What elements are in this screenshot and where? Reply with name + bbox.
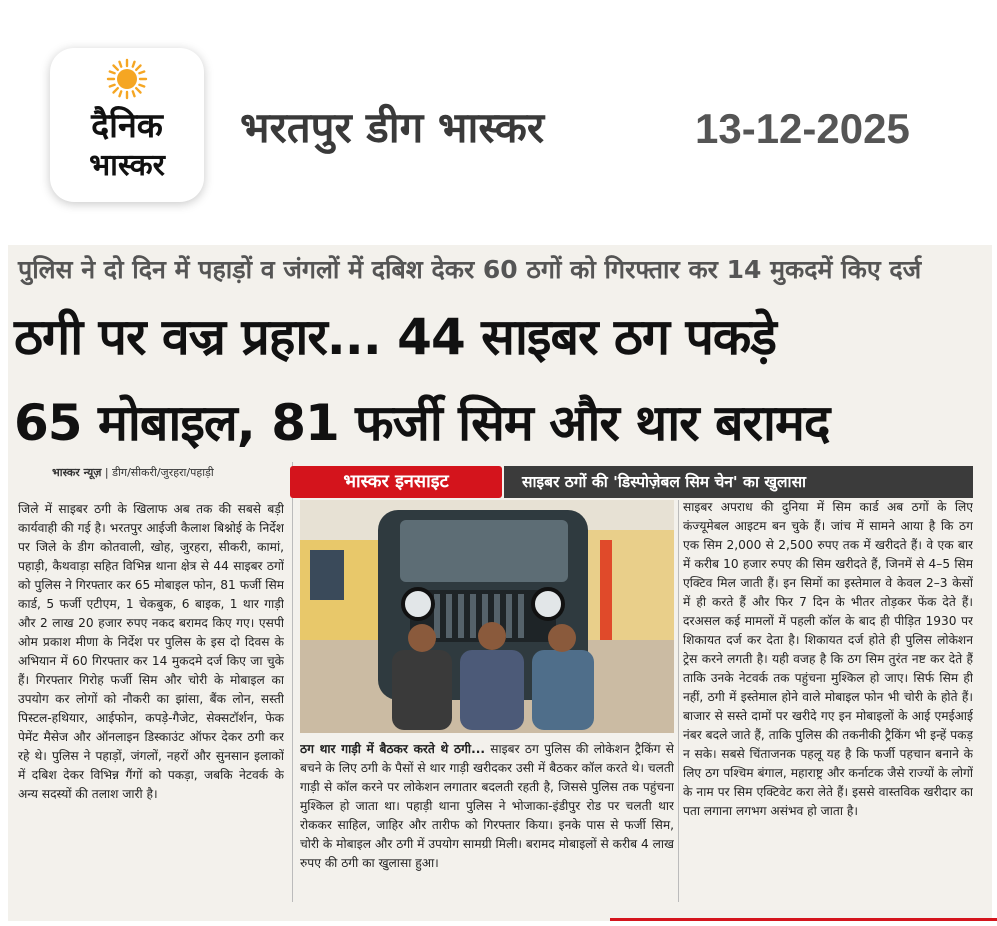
column-divider: [678, 500, 679, 902]
byline-source: भास्कर न्यूज़: [52, 466, 102, 479]
insight-badge: भास्कर इनसाइट: [290, 466, 502, 498]
article-headline-line1: ठगी पर वज्र प्रहार... 44 साइबर ठग पकड़े: [14, 308, 777, 366]
article-photo: [300, 500, 674, 733]
insight-body: साइबर अपराध की दुनिया में सिम कार्ड अब ठगों के लिए कंज्यूमेबल आइटम बन चुके हैं। जांच में सामने आया है कि ठग एक सिम 2,000 से 2,500 रुपए तक में खरीदते हैं। वे एक बार में करीब 10 हजार रुपए की सिम खरीदते हैं, जिनमें से 4–5 सिम एक्टिव मिल जाती हैं। इन सिमों का इस्तेमाल वे केवल 2–3 केसों में ही करते हैं और फिर 7 दिन के भीतर तोड़कर फेंक देते हैं। दरअसल कई मामलों में पहली कॉल के बाद ही पीड़ित 1930 पर शिकायत दर्ज कर देता है। शिकायत दर्ज होते ही पुलिस लोकेशन ट्रेस करने लगती है। यही वजह है कि ठग सिम तुरंत नष्ट कर देते हैं ताकि उनके नेटवर्क तक पहुंचना मुश्किल हो जाए। सिर्फ सिम ही नहीं, ठगी में इस्तेमाल होने वाले मोबाइल फोन भी चोरी के होते हैं। बाजार से सस्ते दामों पर खरीदे गए इन मोबाइलों के आई एमईआई नंबर बदले जाते हैं, ताकि पुलिस की तकनीकी ट्रैकिंग भी इन्हें पकड़ न सके। सबसे चिंताजनक पहलू यह है कि फर्जी पहचान बनाने के लिए ठग पश्चिम बंगाल, महाराष्ट्र और कर्नाटक जैसे राज्यों के लोगों के नाम पर सिम एक्टिवेट करा लेते हैं। इससे वास्तविक खरीदार का पता लगाना लगभग असंभव हो जाता है।: [683, 500, 973, 818]
column-divider: [292, 462, 293, 902]
article-body-left: जिले में साइबर ठगी के खिलाफ अब तक की सबसे बड़ी कार्यवाही की गई है। भरतपुर आईजी कैलाश बिश्नोई के निर्देश पर जिले के डीग कोतवाली, खोह, जुरहरा, सीकरी, कामां, पहाड़ी, कैथवाड़ा सहित विभिन्न थाना क्षेत्र से 44 साइबर ठगों को पुलिस ने गिरफ्तार कर 65 मोबाइल फोन, 81 फर्जी सिम कार्ड, 5 फर्जी एटीएम, 1 चेकबुक, 6 बाइक, 1 थार गाड़ी और 2 लाख 20 हजार रुपए नकद बरामद किए गए। एसपी ओम प्रकाश मीणा के निर्देश पर पुलिस के इस दो दिवस के अभियान में 60 गिरफ्तार कर 14 मुकदमे दर्ज किए जा चुके हैं। गिरफ्तार गिरोह फर्जी सिम और चोरी के मोबाइल का उपयोग कर लोगों को नौकरी का झांसा, बैंक लोन, सस्ती पिस्टल-हथियार, आईफोन, कपड़े-गैजेट, सेक्सटॉर्शन, फेक पेमेंट मैसेज और ऑनलाइन डिस्काउंट ऑफर देकर ठगी कर रहे थे। पुलिस ने पहाड़ों, जंगलों, नहरों और सुनसान इलाकों में दबिश देकर विभिन्न गैंगों को पकड़ा, जबकि नेटवर्क के अन्य सदस्यों की तलाश जारी है।: [18, 502, 284, 801]
caption-text: साइबर ठग पुलिस की लोकेशन ट्रैकिंग से बचने के लिए ठगी के पैसों से थार गाड़ी खरीदकर उसी में बैठकर कॉल करते थे। चलती गाड़ी से कॉल करने पर लोकेशन लगातार बदलती रहती है, जिससे पुलिस तक पहुंचना मुश्किल हो जाता था। पहाड़ी थाना पुलिस ने भोजाका-इंडीपुर रोड पर चलती थार रोककर साहिल, जाहिर और तारीफ को गिरफ्तार किया। इनके पास से फर्जी सिम, चोरी के मोबाइल और ठगी में उपयोग सामग्री मिली। बरामद मोबाइलों से करीब 4 लाख रुपए की ठगी का खुलासा हुआ।: [300, 742, 674, 870]
sun-logo-icon: [106, 58, 148, 100]
insight-title: साइबर ठगों की 'डिस्पोज़ेबल सिम चेन' का खुलासा: [504, 466, 973, 498]
logo-text-line2: भास्कर: [89, 148, 165, 183]
article-headline-line2: 65 मोबाइल, 81 फर्जी सिम और थार बरामद: [14, 394, 830, 452]
article-kicker: पुलिस ने दो दिन में पहाड़ों व जंगलों में दबिश देकर 60 ठगों को गिरफ्तार कर 14 मुकदमें किए दर्ज: [18, 255, 922, 284]
bottom-edge-strip: [610, 912, 997, 926]
caption-lead: ठग थार गाड़ी में बैठकर करते थे ठगी...: [300, 742, 485, 756]
photo-caption: [300, 740, 674, 902]
article-byline: [52, 464, 292, 482]
byline-locations: | डीग/सीकरी/जुरहरा/पहाड़ी: [101, 466, 214, 479]
arrested-suspects-with-thar-photo: [300, 500, 674, 733]
dainik-bhaskar-logo[interactable]: [50, 48, 204, 202]
logo-text-line1: दैनिक: [91, 106, 163, 146]
edition-title: भरतपुर डीग भास्कर: [240, 103, 545, 152]
edition-date: 13-12-2025: [695, 105, 910, 152]
red-rule: [610, 918, 997, 921]
page-header: [0, 0, 997, 215]
